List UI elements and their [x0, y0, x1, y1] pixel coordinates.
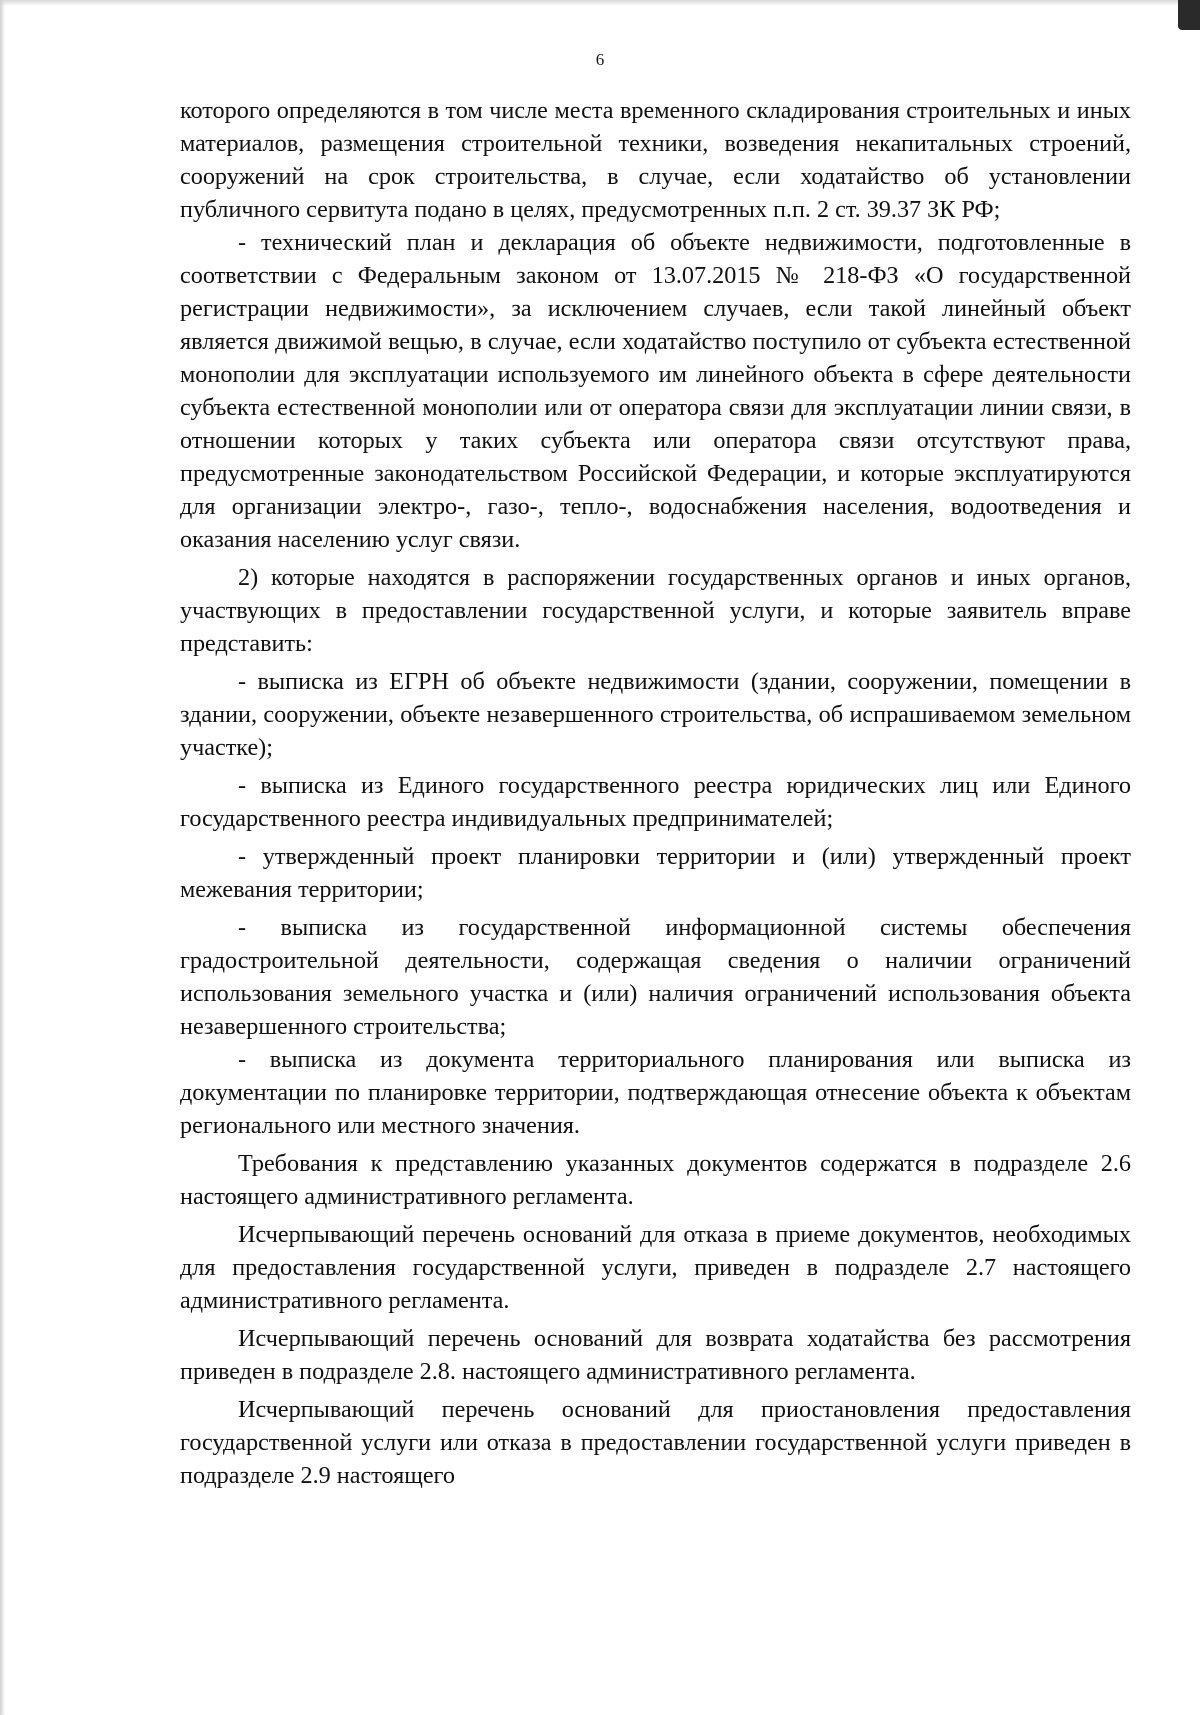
paragraph: Исчерпывающий перечень оснований для возврата ходатайства без рассмотрения приведен в подразделе 2.8. настоящего административного регламента. [180, 1325, 1131, 1385]
paragraph: - технический план и декларация об объекте недвижимости, подготовленные в соответствии с Федеральным законом от 13.07.2015 № 218-ФЗ «О государственной регистрации недвижимости», за исключением случаев, если такой линейный объект является движимой вещью, в случае, если ходатайство поступило от субъекта естественной монополии для эксплуатации используемого им линейного объекта в сфере деятельности субъекта естественной монополии или от оператора связи для эксплуатации линии связи, в отношении которых у таких субъекта или оператора связи отсутствуют права, предусмотренные законодательством Российской Федерации, и которые эксплуатируются для организации электро-, газо-, тепло-, водоснабжения населения, водоотведения и оказания населению услуг связи. [180, 229, 1131, 553]
paragraph: 2) которые находятся в распоряжении государственных органов и иных органов, участвующих в предоставлении государственной услуги, и которые заявитель вправе представить: [180, 564, 1131, 657]
paragraph: - выписка из ЕГРН об объекте недвижимости (здании, сооружении, помещении в здании, сооружении, объекте незавершенного строительства, об испрашиваемом земельном участке); [180, 668, 1131, 761]
paragraph: - утвержденный проект планировки территории и (или) утвержденный проект межевания территории; [180, 843, 1131, 903]
page-number: 6 [595, 50, 605, 69]
paragraph: которого определяются в том числе места временного складирования строительных и иных материалов, размещения строительной техники, возведения некапитальных строений, сооружений на срок строительства, в случае, если ходатайство об установлении публичного сервитута подано в целях, предусмотренных п.п. 2 ст. 39.37 ЗК РФ; [180, 97, 1131, 223]
scan-artifact [1178, 0, 1200, 30]
scan-edge-top [0, 0, 1200, 6]
paragraph: Исчерпывающий перечень оснований для приостановления предоставления государственной услуги или отказа в предоставлении государственной услуги приведен в подразделе 2.9 настоящего [180, 1396, 1131, 1489]
paragraph: - выписка из государственной информационной системы обеспечения градостроительной деятельности, содержащая сведения о наличии ограничений использования земельного участка и (или) наличия ограничений использования объекта незавершенного строительства; [180, 914, 1131, 1040]
paragraph: Требования к представлению указанных документов содержатся в подразделе 2.6 настоящего административного регламента. [180, 1150, 1131, 1210]
paragraph: Исчерпывающий перечень оснований для отказа в приеме документов, необходимых для предоставления государственной услуги, приведен в подразделе 2.7 настоящего административного регламента. [180, 1221, 1131, 1314]
paragraph: - выписка из документа территориального планирования или выписка из документации по планировке территории, подтверждающая отнесение объекта к объектам регионального или местного значения. [180, 1046, 1131, 1139]
document-body [180, 94, 1131, 1492]
scan-edge-left [0, 0, 5, 1715]
paragraph: - выписка из Единого государственного реестра юридических лиц или Единого государственного реестра индивидуальных предпринимателей; [180, 772, 1131, 832]
